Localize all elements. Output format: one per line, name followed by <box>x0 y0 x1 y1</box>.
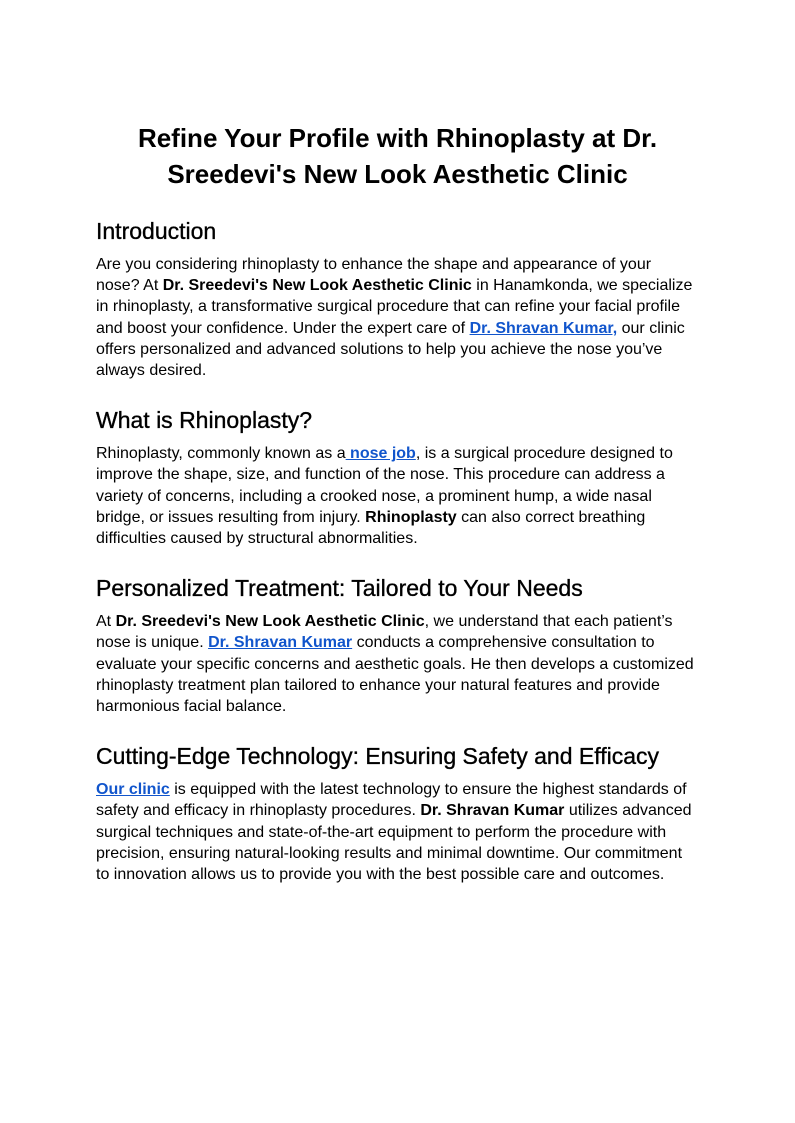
document-page <box>96 120 699 909</box>
paragraph-what-is-rhinoplasty <box>96 443 699 549</box>
section-personalized-treatment <box>96 573 699 717</box>
section-introduction <box>96 216 699 381</box>
section-heading-personalized-treatment: Personalized Treatment: Tailored to Your Needs <box>96 575 583 602</box>
doctor-link[interactable]: Dr. Shravan Kumar, <box>469 319 618 337</box>
text-run: utilizes advanced surgical techniques and state-of-the-art equipment to perform the procedure with precision, ensuring natural-looking results and minimal downtime. Our commitment to innovation allows us to provide you with the best possible care and outcomes. <box>96 802 692 884</box>
text-run: in Hanamkonda, we specialize in rhinoplasty, a transformative surgical procedure that can refine your facial profile and boost your confidence. Under the expert care of <box>96 277 693 337</box>
section-heading-introduction: Introduction <box>96 218 217 244</box>
paragraph-cutting-edge-technology <box>96 779 699 885</box>
section-heading-cutting-edge-technology: Cutting-Edge Technology: Ensuring Safety and Efficacy <box>96 743 659 770</box>
section-heading-what-is-rhinoplasty: What is Rhinoplasty? <box>96 407 313 434</box>
text-run: can also correct breathing difficulties caused by structural abnormalities. <box>96 508 646 548</box>
clinic-name-bold: Dr. Sreedevi's New Look Aesthetic Clinic <box>115 613 425 631</box>
document-title: Refine Your Profile with Rhinoplasty at Dr. Sreedevi's New Look Aesthetic Clinic <box>137 123 658 189</box>
text-run: , we understand that each patient’s nose is unique. <box>96 613 673 652</box>
rhinoplasty-bold: Rhinoplasty <box>365 508 457 526</box>
paragraph-introduction <box>96 254 699 381</box>
section-what-is-rhinoplasty <box>96 405 699 549</box>
doctor-name-bold: Dr. Shravan Kumar <box>420 802 565 820</box>
text-run: conducts a comprehensive consultation to evaluate your specific concerns and aesthetic goals. He then develops a customized rhinoplasty treatment plan tailored to enhance your natural features and provide harmonious facial balance. <box>96 634 694 716</box>
our-clinic-link[interactable]: Our clinic <box>96 781 170 799</box>
text-run: is equipped with the latest technology to ensure the highest standards of safety and efficacy in rhinoplasty procedures. <box>96 781 687 820</box>
text-run: Rhinoplasty, commonly known as a <box>96 445 346 463</box>
doctor-link[interactable]: Dr. Shravan Kumar <box>208 634 353 652</box>
section-cutting-edge-technology <box>96 741 699 885</box>
nose-job-link[interactable]: nose job <box>345 445 416 463</box>
text-run: our clinic offers personalized and advanced solutions to help you achieve the nose you’ve always desired. <box>96 319 685 380</box>
clinic-name-bold: Dr. Sreedevi's New Look Aesthetic Clinic <box>162 277 472 295</box>
text-run: , is a surgical procedure designed to improve the shape, size, and function of the nose. This procedure can address a variety of concerns, including a crooked nose, a prominent hump, a wide nasal bridge, or issues resulting from injury. <box>96 445 673 526</box>
paragraph-personalized-treatment <box>96 611 699 717</box>
text-run: At <box>96 613 116 631</box>
text-run: Are you considering rhinoplasty to enhance the shape and appearance of your nose? At <box>96 256 652 295</box>
